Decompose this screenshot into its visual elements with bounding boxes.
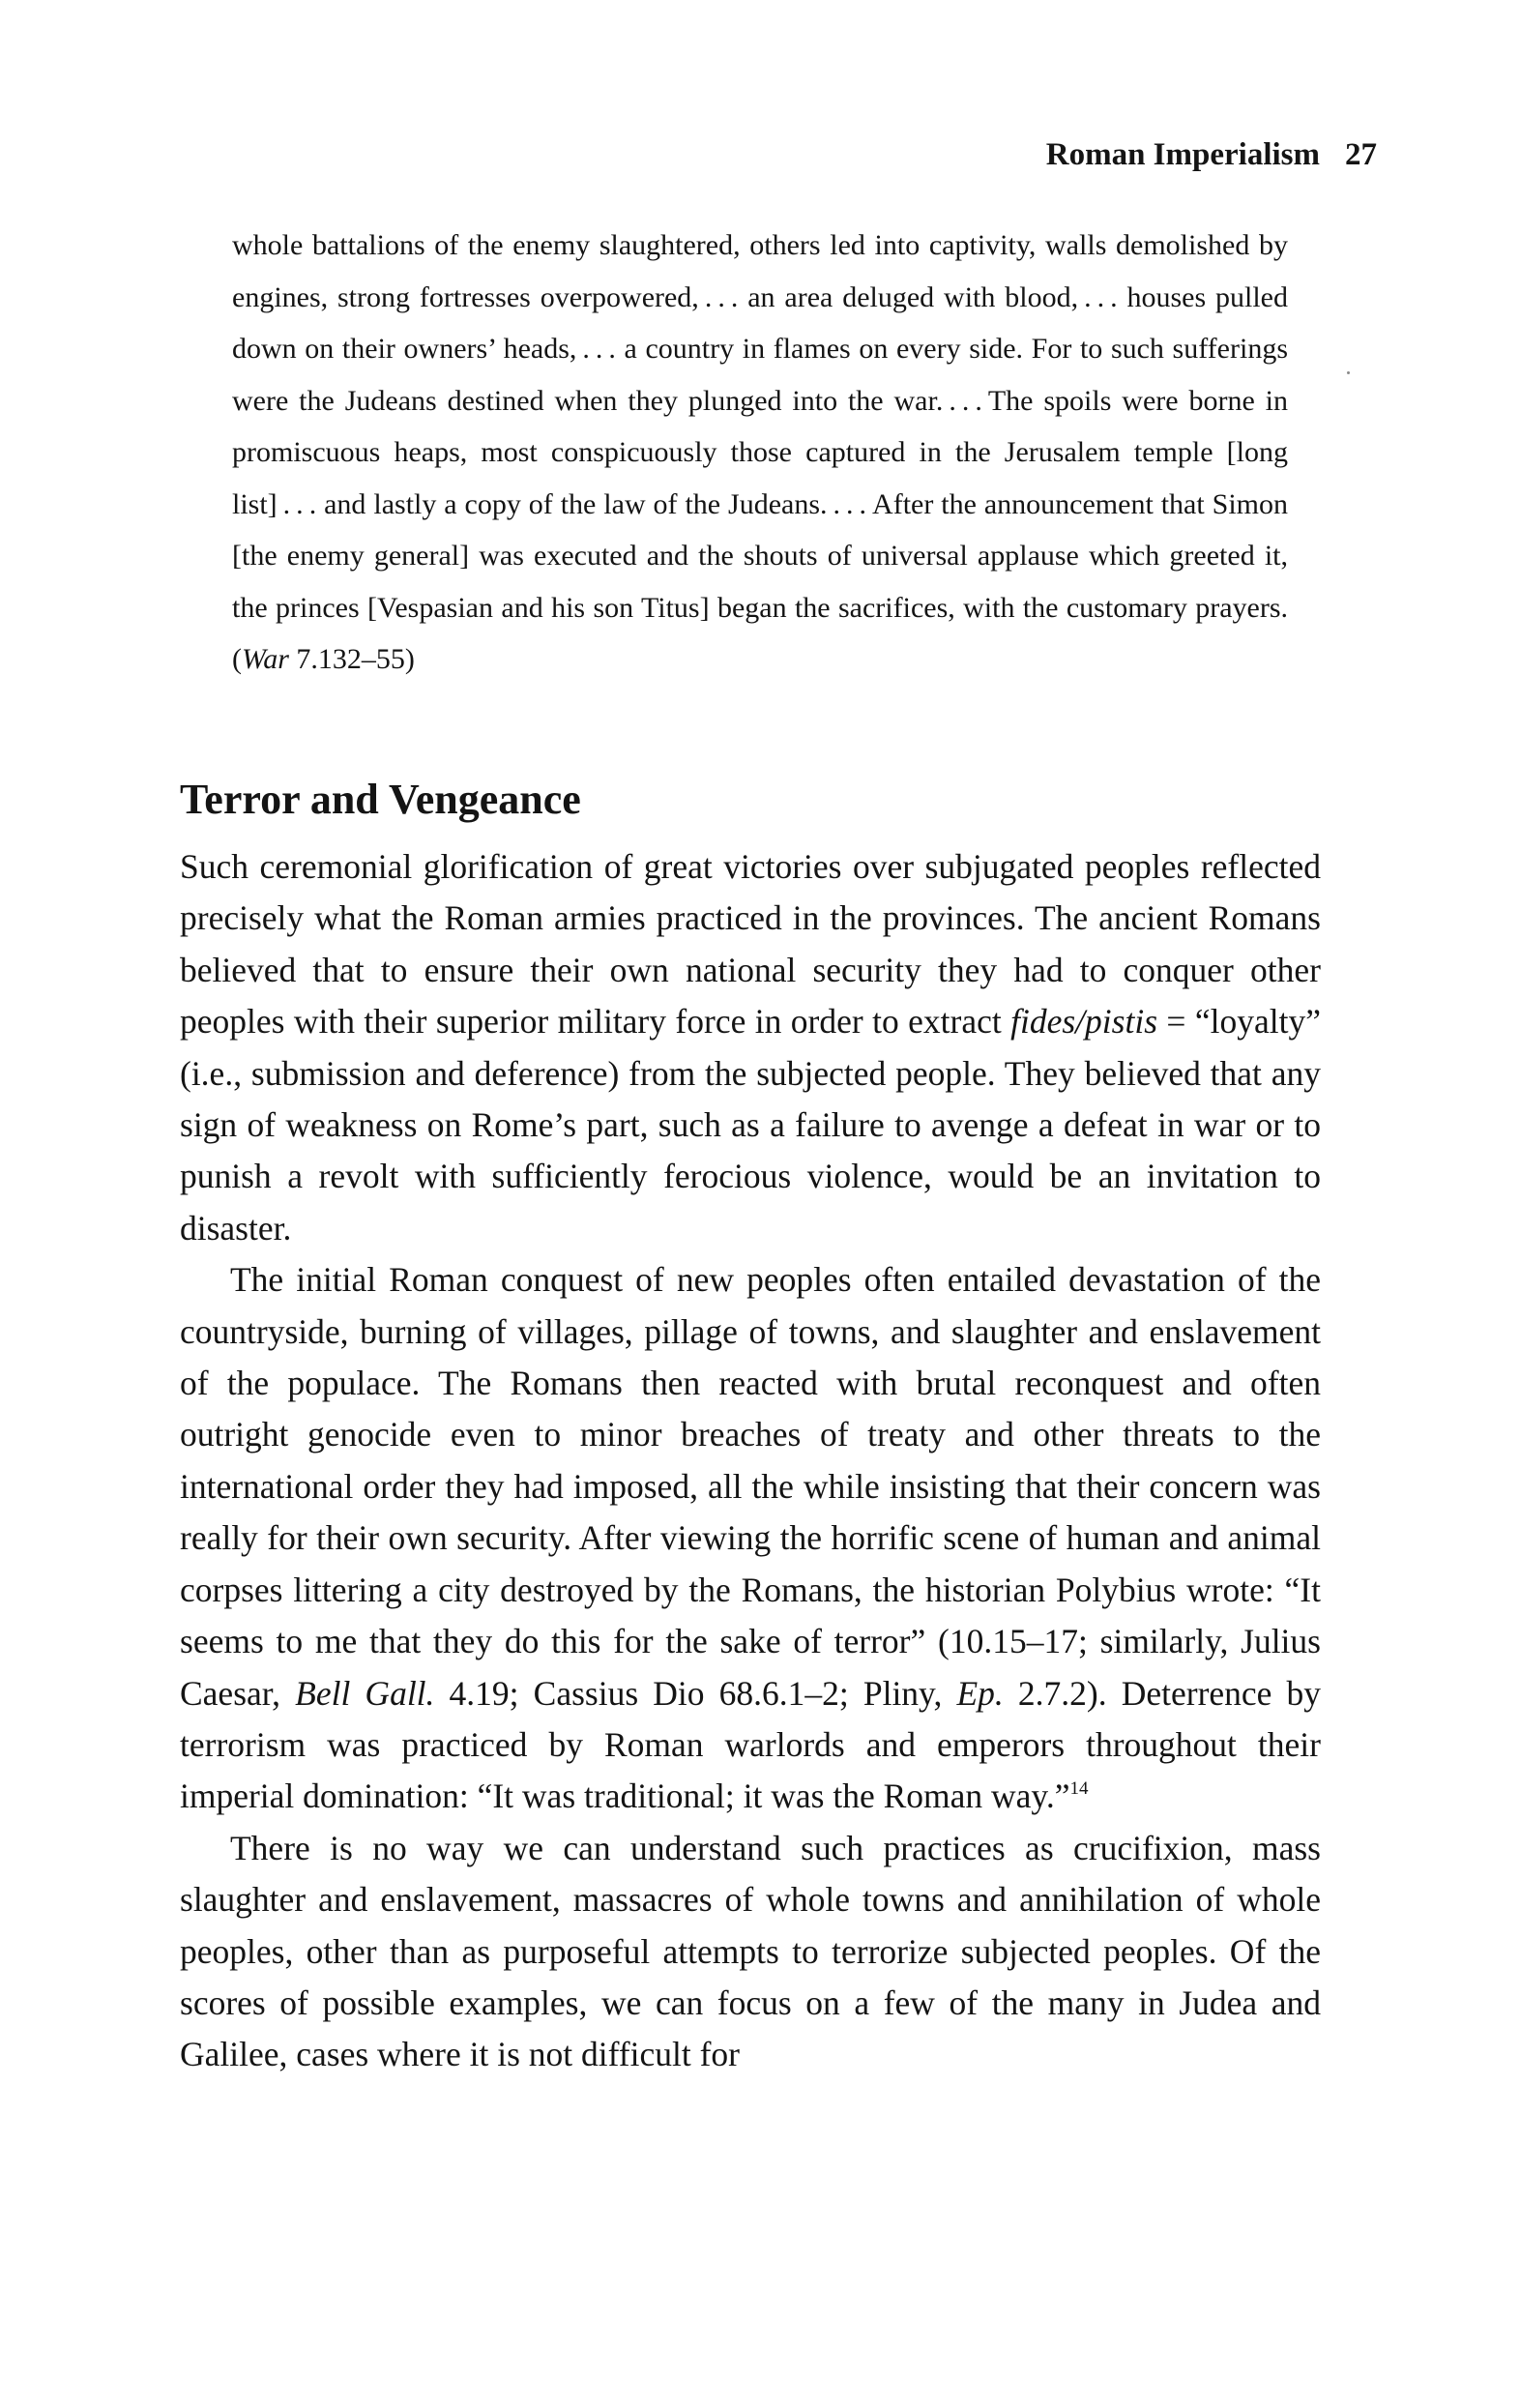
paragraph-1-text-a: Such ceremonial glorification of great victories over subjugated peoples reflected precisely what the Roman armies practiced in the provinces. The ancient Romans believed that to ensure their own national security they had to conquer other peoples with their superior military force in order to extract: [180, 847, 1321, 1042]
paragraph-2-work-bell-gall: Bell Gall.: [295, 1673, 435, 1713]
quote-citation-reference: 7.132–55): [288, 643, 415, 675]
body-text: [180, 841, 1321, 2081]
section-heading: Terror and Vengeance: [180, 776, 581, 823]
paragraph-2-text-c: 2.7.2). Deterrence by terrorism was practiced by Roman warlords and emperors throughout their imperial domination: “It was traditional; it was the Roman way.”: [180, 1673, 1322, 1816]
footnote-marker: 14: [1069, 1778, 1089, 1800]
block-quote: [232, 220, 1288, 686]
paragraph-2: [180, 1254, 1321, 1822]
paragraph-2-text-a: The initial Roman conquest of new peoples often entailed devastation of the countryside, burning of villages, pillage of towns, and slaughter and enslavement of the populace. The Romans then reacted with brutal reconquest and often outright genocide even to minor breaches of treaty and other threats to the international order they had imposed, all the while insisting that their concern was really for their own security. After viewing the horrific scene of human and animal corpses littering a city destroyed by the Romans, the historian Polybius wrote: “It seems to me that they do this for the sake of terror” (10.15–17; similarly, Julius Caesar,: [180, 1260, 1321, 1713]
paragraph-2-text-b: 4.19; Cassius Dio 68.6.1–2; Pliny,: [434, 1673, 957, 1713]
paragraph-1-text-b: = “loyalty” (i.e., submission and deference) from the subjected people. They believed that any sign of weakness on Rome’s part, such as a failure to avenge a defeat in war or to punish a revolt with sufficiently ferocious violence, would be an invitation to disaster.: [180, 1002, 1321, 1248]
paragraph-1-term: fides/pistis: [1010, 1002, 1158, 1042]
page-number: 27: [1345, 137, 1377, 172]
paragraph-1: [180, 841, 1321, 1254]
running-head: [967, 133, 1377, 176]
paragraph-3-text: There is no way we can understand such practices as crucifixion, mass slaughter and enslavement, massacres of whole towns and annihilation of whole peoples, other than as purposeful attempts to terrorize subjected peoples. Of the scores of possible examples, we can focus on a few of the many in Judea and Galilee, cases where it is not difficult for: [180, 1828, 1321, 2074]
margin-speck: [1347, 371, 1350, 374]
paragraph-2-work-ep: Ep.: [956, 1673, 1004, 1713]
paragraph-3: [180, 1823, 1321, 2081]
quote-citation-work: War: [242, 643, 289, 675]
running-head-title: Roman Imperialism: [1045, 137, 1320, 172]
quote-text: whole battalions of the enemy slaughtered, others led into captivity, walls demolished by engines, strong fortresses overpowered, . . . an area deluged with blood, . . . houses pulled down on their owners’ heads, . . . a country in flames on every side. For to such sufferings were the Judeans destined when they plunged into the war. . . . The spoils were borne in promiscuous heaps, most conspicuously those captured in the Jerusalem temple [long list] . . . and lastly a copy of the law of the Judeans. . . . After the announcement that Simon [the enemy general] was executed and the shouts of universal applause which greeted it, the princes [Vespasian and his son Titus] began the sacrifices, with the customary prayers. (: [232, 229, 1288, 675]
